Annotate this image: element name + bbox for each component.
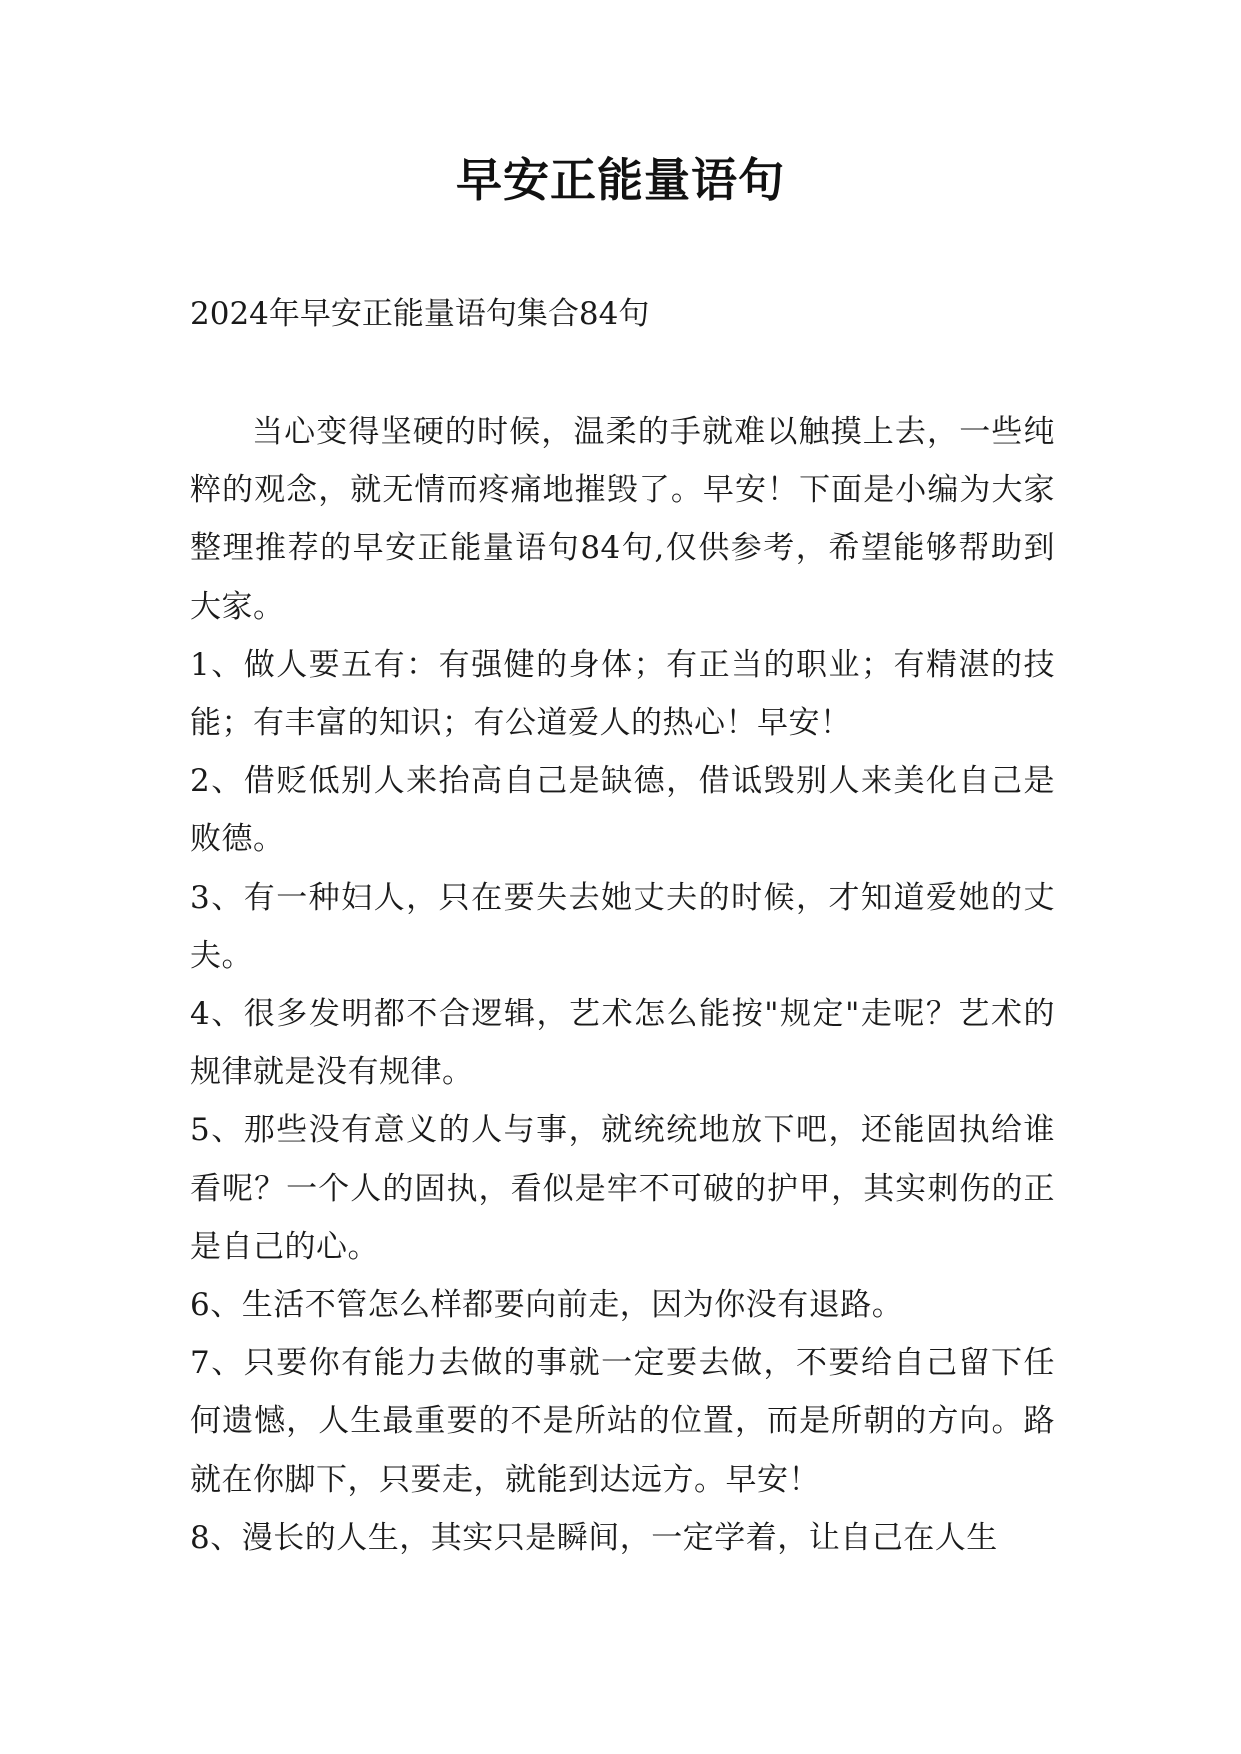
document-subtitle: 2024年早安正能量语句集合84句 <box>190 296 650 332</box>
document-body <box>190 403 1055 1567</box>
list-item: 4、很多发明都不合逻辑，艺术怎么能按"规定"走呢？艺术的规律就是没有规律。 <box>190 996 1055 1091</box>
list-item: 5、那些没有意义的人与事，就统统地放下吧，还能固执给谁看呢？一个人的固执，看似是牢不可破的护甲，其实刺伤的正是自己的心。 <box>190 1112 1055 1265</box>
list-item: 6、生活不管怎么样都要向前走，因为你没有退路。 <box>190 1287 904 1324</box>
list-item: 7、只要你有能力去做的事就一定要去做，不要给自己留下任何遗憾，人生最重要的不是所站的位置，而是所朝的方向。路就在你脚下，只要走，就能到达远方。早安！ <box>190 1345 1055 1498</box>
list-item: 8、漫长的人生，其实只是瞬间，一定学着，让自己在人生 <box>190 1519 998 1556</box>
list-item: 2、借贬低别人来抬高自己是缺德，借诋毁别人来美化自己是败德。 <box>190 763 1055 858</box>
list-item: 3、有一种妇人，只在要失去她丈夫的时候，才知道爱她的丈夫。 <box>190 879 1055 974</box>
intro-paragraph: 当心变得坚硬的时候，温柔的手就难以触摸上去，一些纯粹的观念，就无情而疼痛地摧毁了。早安！下面是小编为大家整理推荐的早安正能量语句84句,仅供参考，希望能够帮助到大家。 <box>190 414 1055 625</box>
document-title: 早安正能量语句 <box>456 153 785 207</box>
list-item: 1、做人要五有：有强健的身体；有正当的职业；有精湛的技能；有丰富的知识；有公道爱人的热心！早安！ <box>190 646 1055 742</box>
